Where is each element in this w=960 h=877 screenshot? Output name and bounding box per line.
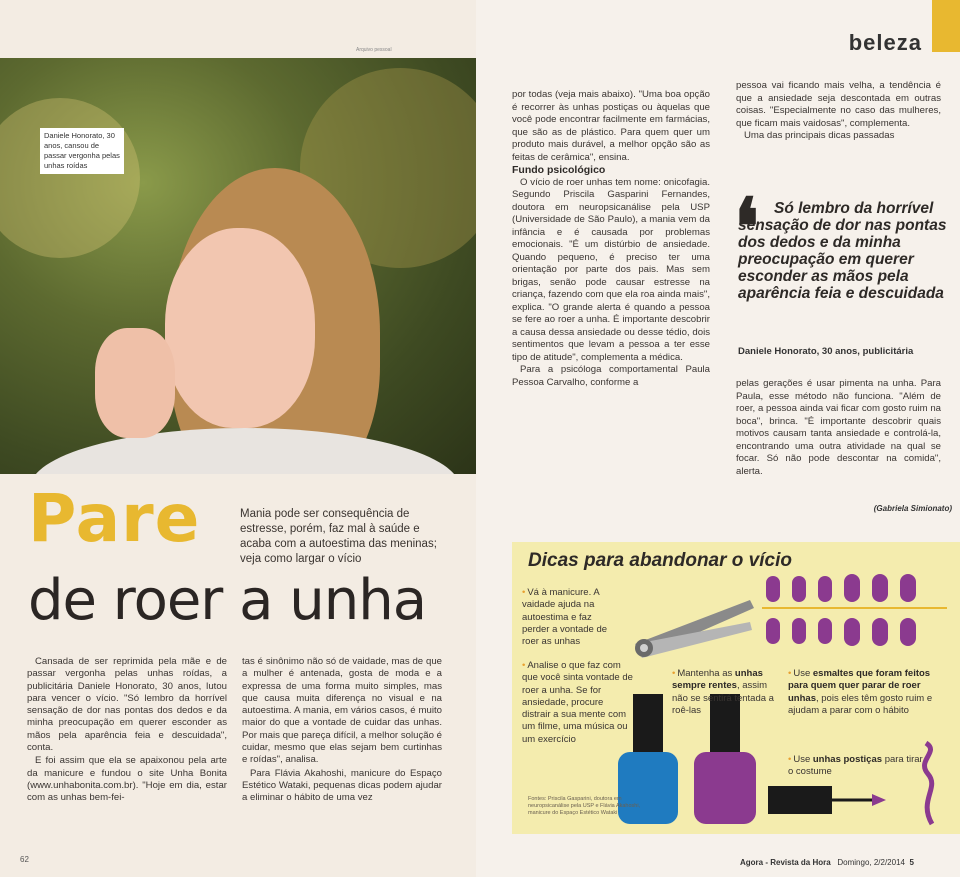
byline: (Gabriela Simionato) (873, 504, 952, 513)
tip-3: • Mantenha as unhas sempre rentes, assim não se sentirá tentada a roê-las (672, 668, 774, 716)
paragraph: Para Flávia Akahoshi, manicure do Espaço Estético Wataki, pequenas dicas podem ajudar a eliminar o hábito de uma vez (242, 767, 442, 804)
tip-2: • Analise o que faz com que você sinta vontade de roer a unha. Se for ansiedade, procure distrair a sua mente com um filme, uma música ou um exercício (522, 660, 633, 745)
paragraph: por todas (veja mais abaixo). "Uma boa opção é recorrer às unhas postiças ou àquelas que você pode encontrar facilmente em farmácias, que são as de plástico. Para quem quer um produto mais durável, a melhor opção são as feitas de cerâmica", ensina. (512, 89, 710, 163)
pull-quote: Só lembro da horrível sensação de dor nas pontas dos dedos e da minha preocupação em querer esconder as mãos pela aparência feia e descuidada (738, 200, 947, 302)
portrait-photo (0, 58, 476, 474)
quote-attribution: Daniele Honorato, 30 anos, publicitária (738, 346, 914, 357)
page-number-right: 5 (909, 858, 914, 867)
tip-text: Use (793, 668, 811, 679)
paragraph: pelas gerações é usar pimenta na unha. Para Paula, esse método não funciona. "Além de roer, a pessoa ainda vai ficar com gosto ruim na boca", brinca. "É importante descobrir quais motivos causam tanta ansiedade e controlá-la, encontrando uma outra atividade na qual se focar. Só não pode descontar na comida", alerta. (736, 378, 941, 477)
paragraph: tas é sinônimo não só de vaidade, mas de que a mulher é antenada, gosta de moda e a expressa de uma forma muito simples, mas que causa muita diferença no visual e na autoestima. A mania, em vários casos, é muito maior do que a vontade de cuidar das unhas. Por mais que pareça difícil, a melhor solução é cuidar, mesmo que elas sejam bem curtinhas e roídas", analisa. (242, 656, 442, 766)
photo-credit: Arquivo pessoal (356, 47, 392, 53)
right-page (476, 0, 960, 877)
tip-text-bold: unhas sempre rentes (672, 668, 763, 692)
tip-text: Vá à manicure. A vaidade ajuda na autoestima e faz perder a vontade de roer as unhas (522, 587, 608, 648)
tip-text: , assim não se sentirá tentada a roê-las (672, 680, 774, 716)
tip-text-bold: unhas postiças (812, 754, 883, 765)
section-tab (932, 0, 960, 52)
article-deck: Mania pode ser consequência de estresse, porém, faz mal à saúde e acaba com a autoestima das meninas; veja como largar o vício (240, 508, 437, 565)
right-column-3 (736, 378, 941, 478)
tip-1: • Vá à manicure. A vaidade ajuda na autoestima e faz perder a vontade de roer as unhas (522, 587, 608, 648)
nails-illustration-icon (752, 570, 952, 660)
left-column-2 (242, 656, 442, 806)
subheading: Fundo psicológico (512, 164, 606, 176)
paragraph: Uma das principais dicas passadas (744, 130, 895, 141)
paragraph: O vício de roer unhas tem nome: onicofagia. Segundo Priscila Gasparini Fernandes, doutora em neuropsicanálise pela USP (Universidade de São Paulo), a mania vem da infância e é causada por problemas emocionais. "É um distúrbio de ansiedade. Quando pequeno, é preciso ter uma orientação por parte dos pais. Mas sem brigas, senão pode causar estresse na criança, fazendo com que ela roa ainda mais", explica. "O grande alerta é quando a pessoa se fere ao roer a unha. É importante descobrir a causa dessa ansiedade ou desse tédio, dois sentimentos que levam a pessoa a ter esse tipo de atitude", complementa a médica. (512, 176, 710, 363)
tip-text-bold: esmaltes que foram feitos para quem quer parar de roer unhas (788, 668, 931, 704)
tip-4: • Use esmaltes que foram feitos para quem quer parar de roer unhas, pois eles têm gosto ruim e ajudam a parar com o hábito (788, 668, 933, 716)
headline-accent: Pare (28, 480, 201, 557)
paragraph: Para a psicóloga comportamental Paula Pessoa Carvalho, conforme a (512, 364, 710, 388)
tip-text: Mantenha as (677, 668, 733, 679)
tip-text: para tirar o costume (788, 754, 923, 778)
paragraph: E foi assim que ela se apaixonou pela arte da manicure e fundou o site Unha Bonita (www.unhabonita.com.br). "Hoje em dia, estar com as unhas bem-fei- (27, 755, 227, 804)
tip-text: Analise o que faz com que você sinta vontade de roer a unha. Se for ansiedade, procure distrair a sua mente com um filme, uma música ou um exercício (522, 660, 633, 745)
right-column-2 (736, 80, 941, 143)
tip-text: , pois eles têm gosto ruim e ajudam a parar com o hábito (788, 692, 933, 716)
section-label: beleza (848, 30, 922, 55)
tips-box (512, 542, 960, 834)
footer (740, 858, 914, 867)
footer-date: Domingo, 2/2/2014 (837, 858, 905, 867)
tips-title: Dicas para abandonar o vício (528, 550, 792, 571)
footer-publication: Agora - Revista da Hora (740, 858, 831, 867)
headline: de roer a unha (28, 568, 427, 633)
page-number-left: 62 (20, 855, 29, 864)
quote-mark-icon: ❛ (734, 183, 760, 271)
tip-5: • Use unhas postiças para tirar o costume (788, 754, 923, 778)
photo-caption: Daniele Honorato, 30 anos, cansou de passar vergonha pelas unhas roídas (40, 128, 124, 174)
nail-clipper-icon (630, 582, 760, 672)
paragraph: Cansada de ser reprimida pela mãe e de passar vergonha pelas unhas roídas, a publicitária Daniele Honorato, 30 anos, lutou para vencer o vício. "Só lembro da horrível sensação de dor nas pontas dos dedos e da minha preocupação em querer esconder as mãos pela aparência feia e descuidada", conta. (27, 656, 227, 754)
tip-text: Use (793, 754, 811, 765)
left-column-1 (27, 656, 227, 806)
right-column-1 (512, 89, 710, 389)
polish-swirl-icon (906, 738, 946, 828)
tips-source: Fontes: Priscila Gasparini, doutora em neuropsicanálise pela USP e Flávia Akahoshi, manicure do Espaço Estético Wataki (528, 796, 641, 816)
paragraph: pessoa vai ficando mais velha, a tendência é que a ansiedade seja descontada em outras coisas. "Especialmente no caso das mulheres, que ficam mais vaidosas", complementa. (736, 80, 941, 129)
left-page (0, 0, 476, 877)
